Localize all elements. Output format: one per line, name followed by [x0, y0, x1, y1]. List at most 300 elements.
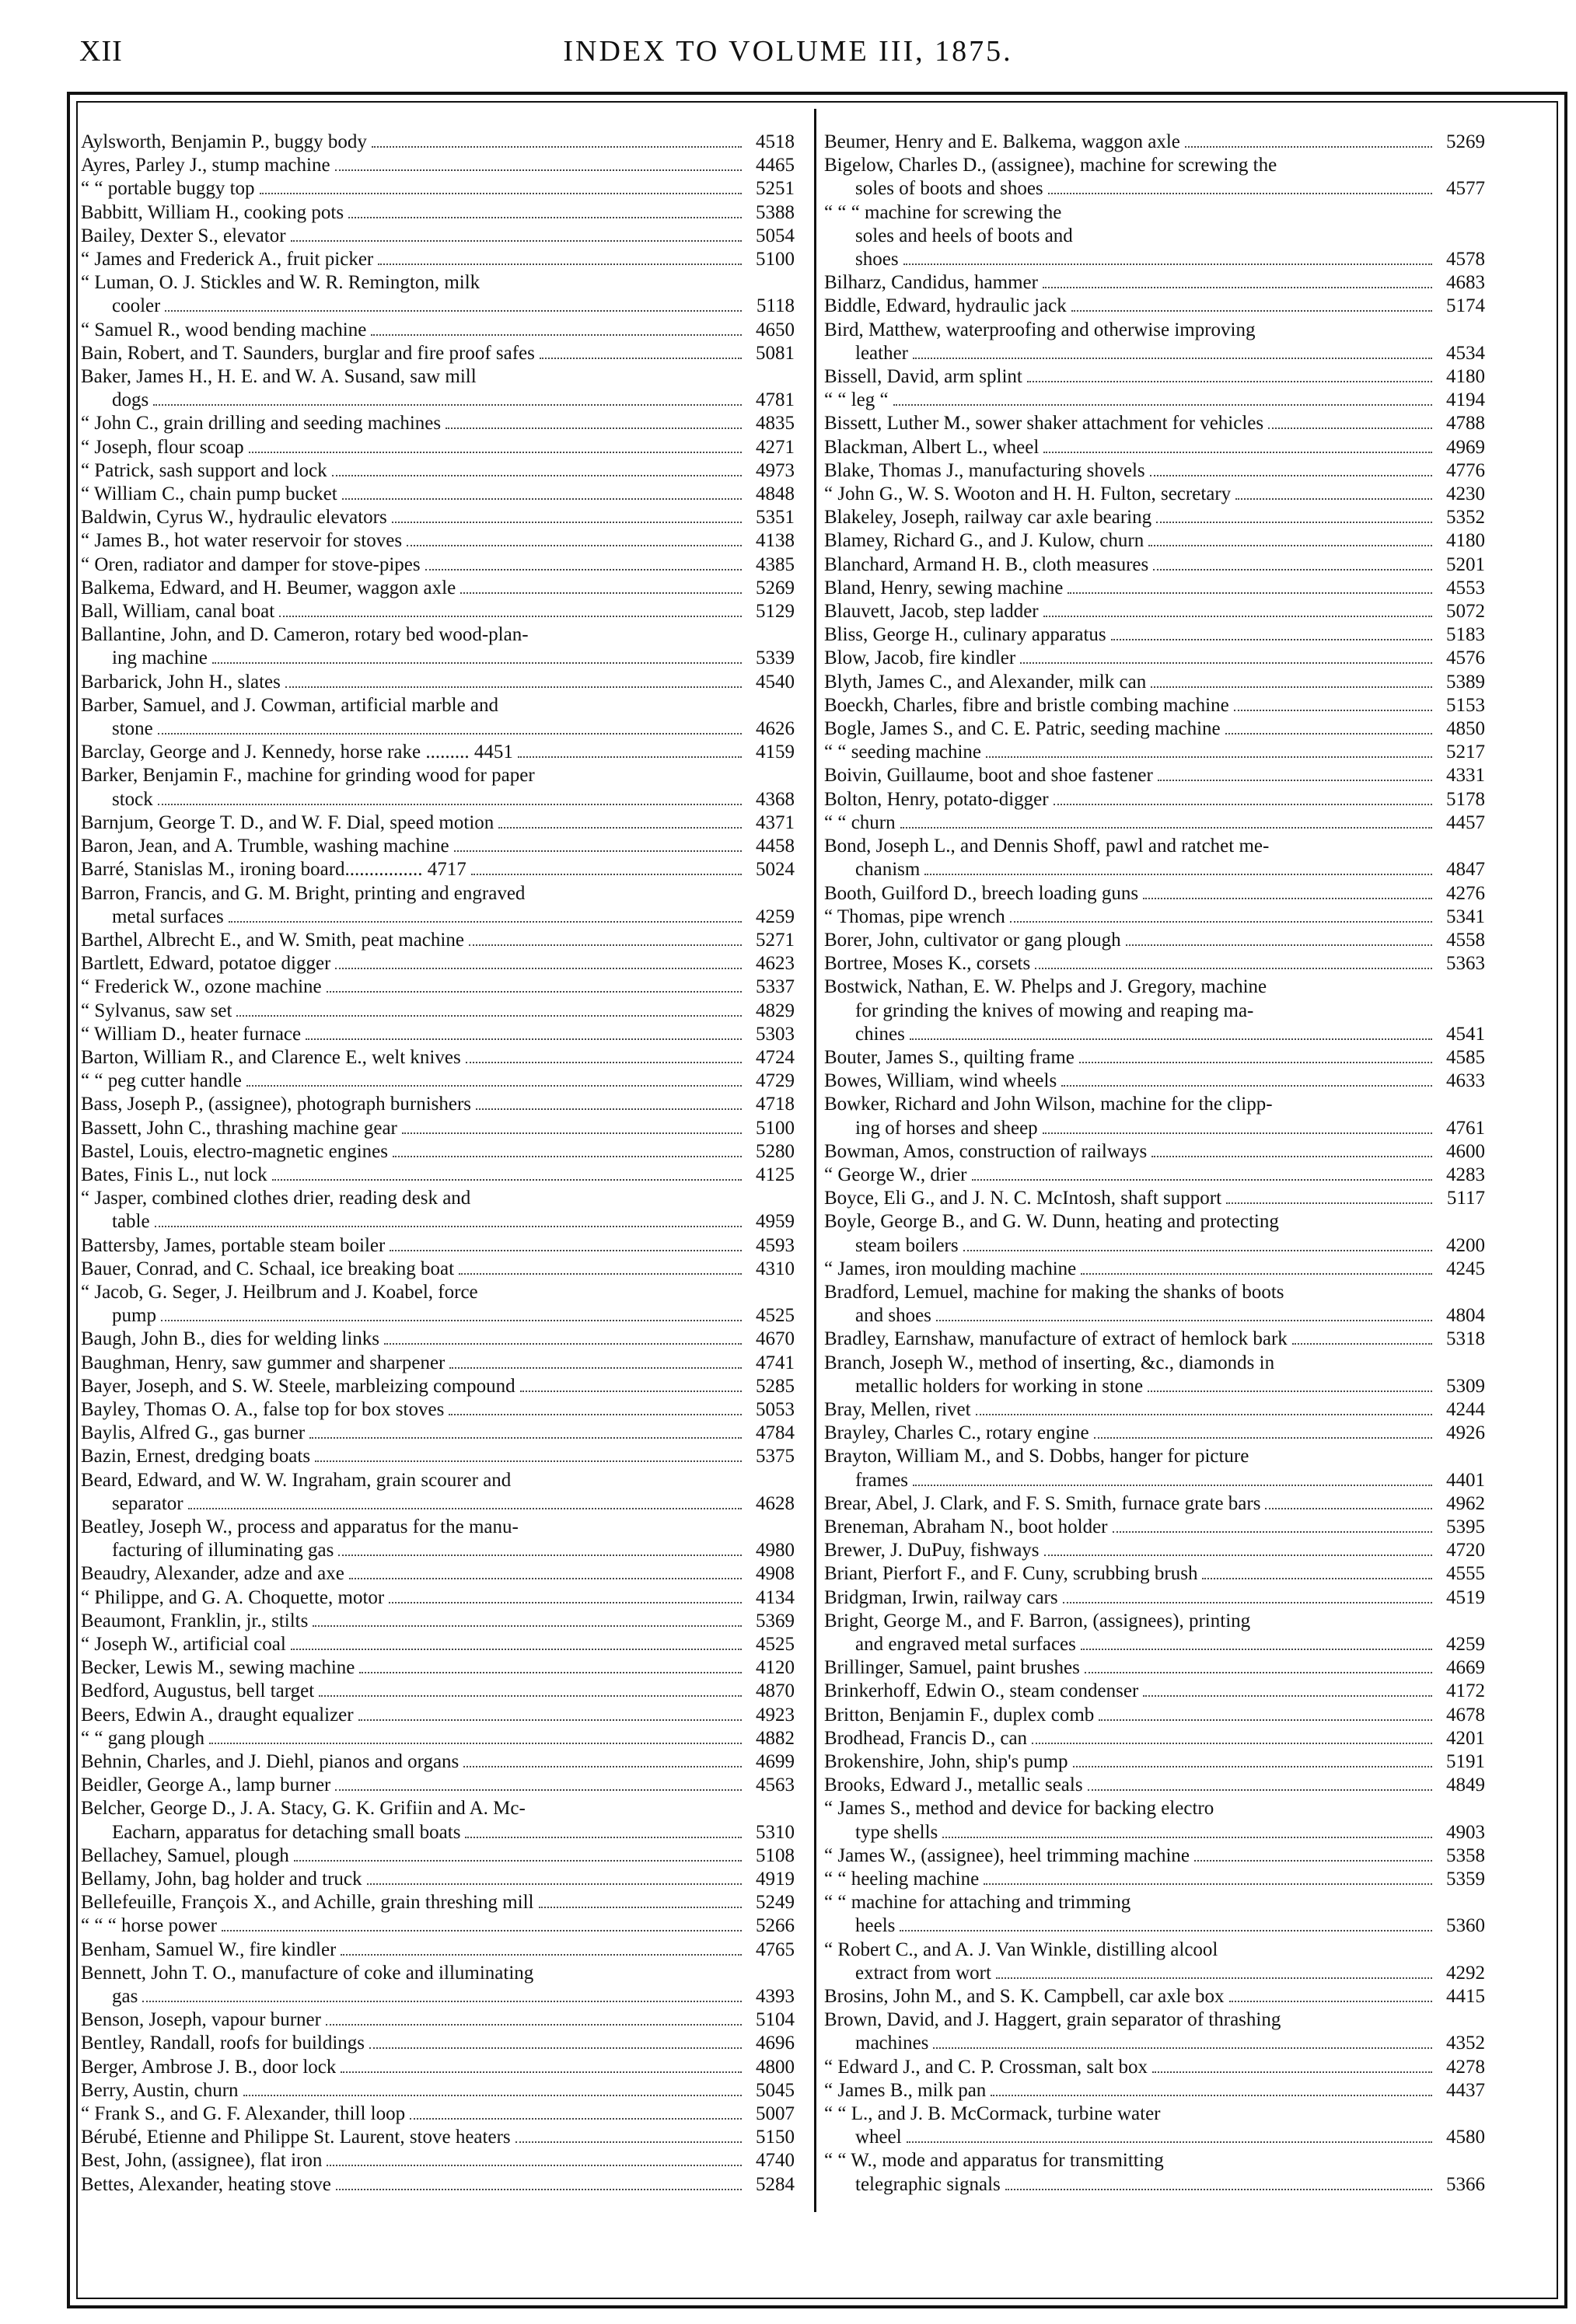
page-number: XII — [79, 35, 123, 68]
dot-leader — [425, 569, 742, 571]
index-entry — [81, 529, 795, 553]
dot-leader — [384, 1343, 742, 1345]
index-entry — [824, 952, 1485, 975]
index-entry — [81, 2126, 795, 2149]
index-entry — [824, 1070, 1485, 1093]
entry-text: “ Thomas, pipe wrench — [824, 906, 1005, 927]
index-entry — [824, 1516, 1485, 1539]
entry-text: Balkema, Edward, and H. Beumer, waggon axle — [81, 577, 456, 598]
index-entry — [824, 1938, 1485, 1985]
patent-number: 4180 — [1446, 366, 1485, 388]
patent-number: 4437 — [1446, 2079, 1485, 2101]
index-entry — [824, 529, 1485, 553]
patent-number: 4699 — [756, 1751, 795, 1773]
patent-number: 4120 — [756, 1657, 795, 1679]
dot-leader — [291, 1649, 742, 1650]
patent-number: 4696 — [756, 2033, 795, 2054]
dot-leader — [996, 1977, 1432, 1979]
patent-number: 4923 — [756, 1704, 795, 1726]
index-entry — [824, 389, 1485, 412]
patent-number: 5303 — [756, 1023, 795, 1045]
patent-number: 4962 — [1446, 1492, 1485, 1514]
index-entry — [824, 553, 1485, 577]
dot-leader — [392, 522, 742, 523]
index-entry — [81, 1633, 795, 1656]
dot-leader — [893, 404, 1432, 406]
entry-text: chines — [855, 1023, 905, 1045]
patent-number: 4908 — [756, 1563, 795, 1585]
patent-number: 4245 — [1446, 1258, 1485, 1279]
entry-text: Bentley, Randall, roofs for buildings — [81, 2033, 365, 2054]
dot-leader — [465, 1837, 742, 1838]
index-entry — [81, 1140, 795, 1164]
entry-text: “ James, iron moulding machine — [824, 1258, 1077, 1279]
dot-leader — [209, 1743, 742, 1744]
entry-text: Blyth, James C., and Alexander, milk can — [824, 671, 1147, 693]
dot-leader — [1292, 1343, 1432, 1345]
patent-number: 4633 — [1446, 1070, 1485, 1092]
dot-leader — [142, 2001, 742, 2002]
page-title: INDEX TO VOLUME III, 1875. — [563, 35, 1013, 68]
entry-text: “ George W., drier — [824, 1164, 967, 1185]
entry-text: Bellefeuille, François X., and Achille, grain threshing mill — [81, 1892, 534, 1914]
patent-number: 4804 — [1446, 1305, 1485, 1327]
entry-text: ing machine — [112, 647, 208, 669]
patent-number: 4765 — [756, 1938, 795, 1960]
entry-text: Boyce, Eli G., and J. N. C. McIntosh, shaft support — [824, 1188, 1222, 1209]
entry-text: “ William C., chain pump bucket — [81, 483, 337, 505]
dot-leader — [313, 1625, 742, 1627]
index-entry — [81, 506, 795, 529]
entry-text: Barnjum, George T. D., and W. F. Dial, speed motion — [81, 811, 494, 833]
entry-text: Bellachey, Samuel, plough — [81, 1844, 289, 1866]
dot-leader — [1043, 616, 1432, 617]
patent-number: 5395 — [1446, 1516, 1485, 1537]
entry-text: Barber, Samuel, and J. Cowman, artificial marble and — [81, 694, 499, 716]
dot-leader — [1153, 569, 1432, 571]
patent-number: 4525 — [756, 1634, 795, 1655]
patent-number: 4230 — [1446, 483, 1485, 505]
entry-text: Bellamy, John, bag holder and truck — [81, 1869, 362, 1890]
index-entry — [824, 1539, 1485, 1562]
index-entry — [824, 906, 1485, 929]
entry-text: Aylsworth, Benjamin P., buggy body — [81, 131, 367, 152]
entry-text: Blake, Thomas J., manufacturing shovels — [824, 459, 1145, 481]
entry-text: “ “ L., and J. B. McCormack, turbine water — [824, 2103, 1161, 2125]
entry-text: “ Joseph, flour scoap — [81, 436, 244, 458]
patent-number: 4578 — [1446, 249, 1485, 270]
dot-leader — [1151, 686, 1432, 688]
dot-leader — [369, 2047, 742, 2049]
patent-number: 4292 — [1446, 1962, 1485, 1984]
entry-text: extract from wort — [855, 1962, 991, 1984]
index-entry — [81, 2056, 795, 2079]
index-entry — [81, 2079, 795, 2102]
entry-text: Baylis, Alfred G., gas burner — [81, 1422, 306, 1444]
entry-text: and shoes — [855, 1305, 931, 1327]
index-entry — [81, 858, 795, 881]
entry-text: “ Frederick W., ozone machine — [81, 976, 322, 998]
entry-text: table — [112, 1211, 150, 1233]
entry-text: Barré, Stanislas M., ironing board................ 4717 — [81, 859, 467, 881]
index-entry — [81, 154, 795, 177]
entry-text: “ William D., heater furnace — [81, 1023, 302, 1045]
entry-text: Beers, Edwin A., draught equalizer — [81, 1704, 354, 1726]
entry-text: “ “ machine for attaching and trimming — [824, 1892, 1131, 1914]
dot-leader — [1148, 1391, 1432, 1392]
index-entry — [81, 1375, 795, 1398]
entry-text: Booth, Guilford D., breech loading guns — [824, 882, 1139, 904]
entry-text: type shells — [855, 1821, 938, 1843]
entry-text: “ Sylvanus, saw set — [81, 1000, 232, 1021]
index-entry — [81, 412, 795, 435]
entry-text: metal surfaces — [112, 906, 224, 927]
entry-text: Brayton, William M., and S. Dobbs, hanger for picture — [824, 1446, 1249, 1467]
index-entry — [824, 975, 1485, 1046]
patent-number: 4201 — [1446, 1727, 1485, 1749]
entry-text: Beatley, Joseph W., process and apparatus for the manu- — [81, 1516, 519, 1537]
index-entry — [824, 647, 1485, 670]
index-entry — [81, 2008, 795, 2032]
patent-number: 5337 — [756, 976, 795, 998]
index-entry — [824, 1352, 1485, 1398]
index-entry — [824, 1164, 1485, 1187]
index-entry — [824, 1750, 1485, 1774]
dot-leader — [349, 1578, 742, 1579]
dot-leader — [1054, 804, 1432, 805]
entry-text: separator — [112, 1492, 183, 1514]
dot-leader — [285, 686, 742, 688]
patent-number: 4969 — [1446, 436, 1485, 458]
index-entry — [81, 1586, 795, 1610]
dot-leader — [540, 358, 742, 359]
entry-text: shoes — [855, 249, 899, 270]
dot-leader — [279, 616, 742, 617]
entry-text: Brear, Abel, J. Clark, and F. S. Smith, furnace grate bars — [824, 1492, 1261, 1514]
index-entry — [824, 788, 1485, 811]
dot-leader — [1079, 1062, 1432, 1063]
index-entry — [81, 1023, 795, 1046]
dot-leader — [161, 1320, 742, 1321]
index-entry — [81, 929, 795, 952]
index-entry — [81, 1328, 795, 1351]
patent-number: 4577 — [1446, 178, 1485, 200]
index-entry — [824, 577, 1485, 600]
patent-number: 4593 — [756, 1234, 795, 1256]
dot-leader — [471, 874, 742, 875]
patent-number: 4259 — [1446, 1634, 1485, 1655]
patent-number: 4558 — [1446, 929, 1485, 951]
patent-number: 4850 — [1446, 718, 1485, 740]
patent-number: 4718 — [756, 1094, 795, 1115]
entry-text: Bérubé, Etienne and Philippe St. Laurent, stove heaters — [81, 2127, 511, 2148]
index-entry — [824, 1891, 1485, 1938]
index-entry — [81, 2149, 795, 2172]
index-entry — [824, 459, 1485, 483]
dot-leader — [1010, 921, 1432, 923]
entry-text: “ “ W., mode and apparatus for transmitting — [824, 2150, 1164, 2172]
patent-number: 4784 — [756, 1422, 795, 1444]
index-entry — [824, 2056, 1485, 2079]
index-entry — [81, 671, 795, 694]
patent-number: 5339 — [756, 647, 795, 669]
entry-text: Boyle, George B., and G. W. Dunn, heating and protecting — [824, 1211, 1279, 1233]
dot-leader — [1235, 498, 1432, 500]
patent-number: 5351 — [756, 507, 795, 529]
dot-leader — [188, 1508, 742, 1509]
entry-text: pump — [112, 1305, 156, 1327]
entry-text: Berger, Ambrose J. B., door lock — [81, 2056, 337, 2078]
index-entry — [824, 1140, 1485, 1164]
index-entry — [824, 1492, 1485, 1516]
entry-text: Bogle, James S., and C. E. Patric, seeding machine — [824, 718, 1221, 740]
index-entry — [824, 1562, 1485, 1586]
entry-text: Behnin, Charles, and J. Diehl, pianos and organs — [81, 1751, 460, 1773]
patent-number: 5309 — [1446, 1375, 1485, 1397]
index-entry — [824, 2079, 1485, 2102]
patent-number: 4670 — [756, 1328, 795, 1350]
dot-leader — [326, 2024, 742, 2026]
index-entry — [81, 1093, 795, 1116]
patent-number: 4563 — [756, 1774, 795, 1796]
index-column-left — [81, 131, 795, 2197]
entry-text: Benson, Joseph, vapour burner — [81, 2009, 321, 2031]
entry-text: Branch, Joseph W., method of inserting, &c., diamonds in — [824, 1352, 1275, 1373]
index-entry — [824, 1774, 1485, 1797]
index-entry — [824, 717, 1485, 741]
entry-text: for grinding the knives of mowing and reaping ma- — [855, 1000, 1254, 1021]
patent-number: 4576 — [1446, 647, 1485, 669]
entry-text: dogs — [112, 389, 149, 411]
entry-text: Briant, Pierfort F., and F. Cuny, scrubbing brush — [824, 1563, 1198, 1585]
index-entry — [81, 835, 795, 858]
entry-text: “ Jacob, G. Seger, J. Heilbrum and J. Koabel, force — [81, 1281, 478, 1303]
patent-number: 5024 — [756, 859, 795, 881]
patent-number: 4669 — [1446, 1657, 1485, 1679]
patent-number: 5363 — [1446, 953, 1485, 975]
entry-text: “ John G., W. S. Wooton and H. H. Fulton, secretary — [824, 483, 1232, 505]
dot-leader — [335, 1789, 742, 1791]
patent-number: 5318 — [1446, 1328, 1485, 1350]
index-entry — [81, 741, 795, 764]
dot-leader — [454, 850, 742, 852]
index-entry — [81, 2032, 795, 2055]
index-entry — [81, 1281, 795, 1328]
patent-number: 4401 — [1446, 1469, 1485, 1491]
dot-leader — [358, 1719, 742, 1721]
index-column-right — [824, 131, 1485, 2197]
entry-text: Bortree, Moses K., corsets — [824, 953, 1031, 975]
patent-number: 4371 — [756, 811, 795, 833]
entry-text: Bird, Matthew, waterproofing and otherwise improving — [824, 319, 1256, 340]
patent-number: 5072 — [1446, 601, 1485, 623]
patent-number: 4244 — [1446, 1398, 1485, 1420]
entry-text: “ James S., method and device for backing electro — [824, 1798, 1214, 1820]
patent-number: 5341 — [1446, 906, 1485, 927]
patent-number: 4628 — [756, 1492, 795, 1514]
entry-text: Bowker, Richard and John Wilson, machine for the clipp- — [824, 1094, 1273, 1115]
entry-text: Bowman, Amos, construction of railways — [824, 1140, 1148, 1162]
dot-leader — [1265, 1508, 1432, 1509]
entry-text: Ballantine, John, and D. Cameron, rotary bed wood-plan- — [81, 624, 529, 646]
patent-number: 4926 — [1446, 1422, 1485, 1444]
dot-leader — [327, 991, 742, 993]
entry-text: heels — [855, 1915, 896, 1937]
dot-leader — [402, 1132, 742, 1134]
index-entry — [81, 271, 795, 318]
patent-number: 4623 — [756, 953, 795, 975]
entry-text: Brewer, J. DuPuy, fishways — [824, 1540, 1040, 1562]
index-entry — [824, 1868, 1485, 1891]
entry-text: “ “ portable buggy top — [81, 178, 255, 200]
index-entry — [81, 764, 795, 811]
dot-leader — [942, 1837, 1432, 1838]
patent-number: 5375 — [756, 1446, 795, 1467]
dot-leader — [1073, 1766, 1432, 1767]
index-entry — [81, 1117, 795, 1140]
entry-text: Beard, Edward, and W. W. Ingraham, grain scourer and — [81, 1469, 512, 1491]
dot-leader — [291, 240, 742, 242]
dot-leader — [1044, 1555, 1432, 1556]
patent-number: 4788 — [1446, 413, 1485, 434]
dot-leader — [155, 1226, 742, 1227]
patent-number: 4678 — [1446, 1704, 1485, 1726]
index-entry — [81, 1046, 795, 1070]
patent-number: 4276 — [1446, 882, 1485, 904]
index-entry — [824, 201, 1485, 272]
index-entry — [81, 1562, 795, 1586]
entry-text: Benham, Samuel W., fire kindler — [81, 1938, 337, 1960]
patent-number: 5389 — [1446, 671, 1485, 693]
dot-leader — [1061, 1085, 1432, 1087]
dot-leader — [459, 1273, 742, 1275]
dot-leader — [469, 944, 742, 946]
dot-leader — [158, 804, 742, 805]
index-entry — [824, 694, 1485, 717]
patent-number: 4740 — [756, 2150, 795, 2172]
patent-number: 4650 — [756, 319, 795, 340]
dot-leader — [338, 1555, 742, 1556]
dot-leader — [972, 1179, 1432, 1181]
dot-leader — [1185, 146, 1432, 148]
dot-leader — [1126, 944, 1432, 946]
patent-number: 5359 — [1446, 1869, 1485, 1890]
entry-text: “ Edward J., and C. P. Crossman, salt box — [824, 2056, 1148, 2078]
index-entry — [81, 1962, 795, 2008]
index-entry — [824, 929, 1485, 952]
dot-leader — [372, 146, 742, 148]
entry-text: Babbitt, William H., cooking pots — [81, 201, 344, 223]
index-entry — [824, 1704, 1485, 1727]
patent-number: 4741 — [756, 1352, 795, 1373]
patent-number: 5251 — [756, 178, 795, 200]
dot-leader — [1113, 1531, 1433, 1533]
entry-text: Baron, Jean, and A. Trumble, washing machine — [81, 836, 449, 857]
dot-leader — [463, 1766, 742, 1767]
entry-text: Belcher, George D., J. A. Stacy, G. K. Grifiin and A. Mc- — [81, 1798, 526, 1820]
patent-number: 4310 — [756, 1258, 795, 1279]
entry-text: Bayley, Thomas O. A., false top for box stoves — [81, 1398, 445, 1420]
entry-text: Bowes, William, wind wheels — [824, 1070, 1057, 1092]
patent-number: 5108 — [756, 1844, 795, 1866]
index-entry — [824, 1210, 1485, 1257]
index-entry — [824, 154, 1485, 201]
index-entry — [824, 811, 1485, 835]
index-entry — [81, 2173, 795, 2197]
dot-leader — [1081, 1273, 1432, 1275]
dot-leader — [1229, 2001, 1432, 2002]
index-entry — [81, 1234, 795, 1258]
entry-text: Bennett, John T. O., manufacture of coke and illuminating — [81, 1962, 534, 1984]
dot-leader — [900, 1930, 1432, 1931]
entry-text: stone — [112, 718, 153, 740]
entry-text: “ “ gang plough — [81, 1727, 204, 1749]
page-header — [0, 30, 1576, 76]
index-entry — [81, 1656, 795, 1680]
patent-number: 4600 — [1446, 1140, 1485, 1162]
entry-text: wheel — [855, 2127, 902, 2148]
patent-number: 4847 — [1446, 859, 1485, 881]
index-entry — [824, 319, 1485, 365]
entry-text: Beumer, Henry and E. Balkema, waggon axle — [824, 131, 1180, 152]
patent-number: 5352 — [1446, 507, 1485, 529]
index-entry — [81, 483, 795, 506]
index-entry — [81, 177, 795, 201]
index-entry — [824, 1281, 1485, 1328]
dot-leader — [315, 1460, 742, 1462]
index-entry — [824, 436, 1485, 459]
entry-text: “ Patrick, sash support and lock — [81, 459, 327, 481]
index-entry — [81, 1844, 795, 1868]
entry-text: steam boilers — [855, 1234, 959, 1256]
entry-text: cooler — [112, 295, 161, 317]
entry-text: Barton, William R., and Clarence E., welt knives — [81, 1046, 461, 1068]
patent-number: 5100 — [756, 1117, 795, 1139]
entry-text: Brodhead, Francis D., can — [824, 1727, 1028, 1749]
index-entry — [81, 1868, 795, 1891]
entry-text: soles and heels of boots and — [855, 225, 1073, 246]
index-entry — [824, 1187, 1485, 1210]
patent-number: 5217 — [1446, 742, 1485, 763]
dot-leader — [348, 217, 742, 218]
patent-number: 4519 — [1446, 1586, 1485, 1608]
dot-leader — [976, 1414, 1432, 1415]
index-entry — [824, 1610, 1485, 1656]
patent-number: 4172 — [1446, 1680, 1485, 1702]
entry-text: Bright, George M., and F. Barron, (assignees), printing — [824, 1610, 1251, 1631]
dot-leader — [466, 1062, 742, 1063]
patent-number: 4271 — [756, 436, 795, 458]
dot-leader — [936, 1320, 1432, 1321]
entry-text: Bigelow, Charles D., (assignee), machine for screwing the — [824, 155, 1277, 176]
patent-number: 4368 — [756, 788, 795, 810]
entry-text: Bissett, Luther M., sower shaker attachment for vehicles — [824, 413, 1264, 434]
dot-leader — [1158, 780, 1432, 781]
index-entry — [824, 835, 1485, 881]
entry-text: Beaudry, Alexander, adze and axe — [81, 1563, 344, 1585]
index-entry — [824, 506, 1485, 529]
dot-leader — [319, 1695, 742, 1697]
index-entry — [81, 975, 795, 999]
dot-leader — [518, 756, 742, 758]
entry-text: Beaumont, Franklin, jr., stilts — [81, 1610, 309, 1631]
entry-text: Brinkerhoff, Edwin O., steam condenser — [824, 1680, 1139, 1702]
patent-number: 4385 — [756, 553, 795, 575]
patent-number: 4415 — [1446, 1986, 1485, 2008]
dot-leader — [991, 2095, 1432, 2096]
patent-number: 4465 — [756, 155, 795, 176]
patent-number: 4870 — [756, 1680, 795, 1702]
